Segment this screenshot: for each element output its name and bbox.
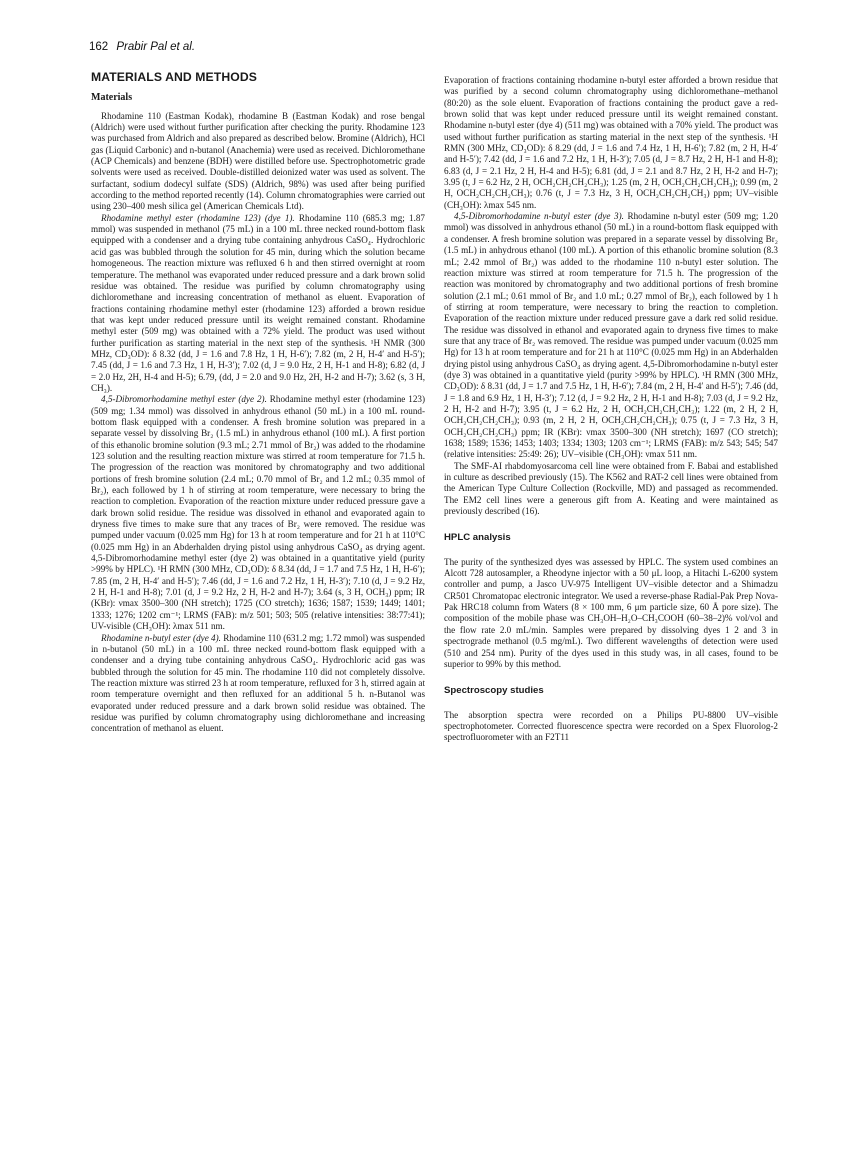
hplc-heading: HPLC analysis <box>444 532 511 544</box>
cell-lines-paragraph: The SMF-AI rhabdomyosarcoma cell line were obtained from F. Babai and established in culture as described previously (15). The K562 and RAT-2 cell lines were obtained from the American Type Culture Collection (Rockville, MD) and passaged as recommended. The EM2 cell lines were a generous gift from A. Keating and were maintained as previously described (16). <box>444 460 778 517</box>
dye4-title: Rhodamine n-butyl ester (dye 4). <box>101 632 221 643</box>
dye1-title: Rhodamine methyl ester (rhodamine 123) (dye 1). <box>101 212 295 223</box>
materials-paragraph: Rhodamine 110 (Eastman Kodak), rhodamine B (Eastman Kodak) and rose bengal (Aldrich) were used without further purification after checking the purity. Rhodamine 123 was purchased from Aldrich and also prepared as described below. Bromine (Aldrich), HCl gas (Liquid Carbonic) and n-butanol (Anachemia) were used as received. Dichloromethane (ACP Chemicals) and benzene (BDH) were distilled before use. Spectrophotometric grade solvents were used as received. Double-distilled deionized water was used as solvent. The surfactant, sodium dodecyl sulfate (SDS) (Aldrich, 98%) was used after being purified according to the method reported recently (14). Column chromatographies were carried out using 230–400 mesh silica gel (American Chemicals Ltd). <box>91 110 425 212</box>
dye2-title: 4,5-Dibromorhodamine methyl ester (dye 2). <box>101 394 267 405</box>
subsection-heading: Materials <box>91 92 133 104</box>
dye2-paragraph <box>91 394 425 632</box>
dye3-paragraph <box>444 211 778 461</box>
running-head <box>89 41 195 53</box>
left-column <box>91 72 425 735</box>
right-column <box>444 75 778 744</box>
hplc-paragraph: The purity of the synthesized dyes was assessed by HPLC. The system used combines an Alcott 728 autosampler, a Rheodyne injector with a 50 μL loop, a Hitachi L-6200 system controller and pump, a Jasco UV-975 Intelligent UV–visible detector and a Shimadzu CR501 Chromatopac electronic integrator. We used a reverse-phase Radial-Pak Prep Nova-Pak HRC18 column from Waters (8 × 100 mm, 6 μm particle size, 60 Å pore size). The composition of the mobile phase was CH₃OH–H₂O–CH₃COOH (60–38–2)% vol/vol and the flow rate 2.0 mL/min. Samples were prepared by dissolving dyes 1 2 and 3 in spectrograde methanol (0.5 mg/mL). Two different wavelengths of detection were used (510 and 254 nm). Purity of the dyes used in this study was, in all cases, found to be superior to 99% by this method. <box>444 556 778 669</box>
dye3-title: 4,5-Dibromorhodamine n-butyl ester (dye 3). <box>454 211 624 222</box>
author-line: Prabir Pal et al. <box>116 41 196 53</box>
dye4-paragraph <box>91 633 425 735</box>
section-heading: MATERIALS AND METHODS <box>91 70 257 84</box>
page-number: 162 <box>89 41 109 53</box>
dye1-paragraph <box>91 213 425 395</box>
dye1-body: Rhodamine 110 (685.3 mg; 1.87 mmol) was suspended in methanol (75 mL) in a 100 mL three necked round-bottom flask equipped with a condenser and a drying tube containing anhydrous CaSO₄. Hydrochloric acid gas was bubbled through the solution for 45 min, during which the solution became homogeneous. The reaction mixture was refluxed 6 h and then stirred overnight at room temperature. The methanol was evaporated under reduced pressure and a dark brown solid residue was obtained. The residue was purified by column chromatography using dichloromethane and increasing concentration of methanol as eluent. Evaporation of fractions containing rhodamine methyl ester (rhodamine 123) afforded a brown residue that was kept under reduced pressure until its weight remained constant. Rhodamine methyl ester (509 mg) was obtained with a 72% yield. The product was used without further purification as starting material in the next step of the synthesis. ¹H NMR (300 MHz, CD₃OD): δ 8.32 (dd, J = 1.6 and 7.8 Hz, 1 H, H-6′); 7.82 (m, 2 H, H-4′ and H-5′); 7.45 (dd, J = 1.6 and 7.3 Hz, 1 H, H-3′); 7.02 (d, J = 9.0 Hz, 2 H, H-1 and H-8); 6.82 (d, J = 2.0 Hz, 2H, H-4 and H-5); 6.79, (dd, J = 2.0 and 9.0 Hz, 2H, H-2 and H-7); 3.62 (s, 3 H, CH₃). <box>91 212 425 393</box>
dye3-body: Rhodamine n-butyl ester (509 mg; 1.20 mmol) was dissolved in anhydrous ethanol (50 mL) in a round-bottom flask equipped with a condenser. A fresh bromine solution was prepared in a separate vessel by dissolving Br₂ (1.5 mL) in anhydrous ethanol (100 mL). A portion of this ethanolic bromine solution (8.3 mL; 2.42 mmol of Br₂) was added to the rhodamine 110 n-butyl ester solution. The reaction mixture was stirred at room temperature for 71.5 h. The progression of the reaction was monitored by chromatography and two additional portions of fresh bromine solution (2.1 mL; 0.61 mmol of Br₂ and 1.0 mL; 0.27 mmol of Br₂), each followed by 1 h of stirring at room temperature, were necessary to bring the reaction to completion. Evaporation of the reaction mixture under reduced pressure gave a dark red solid residue. The residue was dissolved in ethanol and evaporated again to dryness five times to make sure that any trace of Br₂ was removed. The residue was pumped under vacuum (0.025 mm Hg) for 13 h at room temperature and for 21 h at 110°C (0.025 mm Hg) in an Abderhalden drying pistol using anhydrous CaSO₄ as drying agent. 4,5-Dibromorhodamine n-butyl ester (dye 3) was obtained in a quantitative yield (purity >99% by HPLC). ¹H RMN (300 MHz, CD₃OD): δ 8.31 (dd, J = 1.7 and 7.5 Hz, 1 H, H-6′); 7.84 (m, 2 H, H-4′ and H-5′); 7.46 (dd, J = 1.8 and 6.9 Hz, 1 H, H-3′); 7.12 (d, J = 9.2 Hz, 2 H, H-1 and H-8); 7.03 (d, J = 9.2 Hz, 2 H, H-2 and H-7); 3.95 (t, J = 6.2 Hz, 2 H, OCH₂CH₂CH₂CH₃); 1.22 (m, 2 H, 2 H, OCH₂CH₂CH₂CH₃); 0.93 (m, 2 H, 2 H, OCH₂CH₂CH₂CH₃); 0.75 (t, J = 7.3 Hz, 3 H, OCH₂CH₂CH₂CH₃) ppm; IR (KBr): νmax 3500–300 (NH stretch); 1697 (CO stretch); 1638; 1589; 1536; 1453; 1403; 1334; 1303; 1203 cm⁻¹; LRMS (FAB): m/z 543; 545; 547 (relative intensities: 25:49: 26); UV–visible (CH₃OH): νmax 511 nm. <box>444 211 779 460</box>
dye4-body: Rhodamine 110 (631.2 mg; 1.72 mmol) was suspended in n-butanol (50 mL) in a 100 mL three necked round-bottom flask equipped with a condenser and a drying tube containing anhydrous CaSO₄. Hydrochloric acid gas was bubbled through the solution for 45 min. The rhodamine 110 did not completely dissolve. The reaction mixture was stirred 23 h at room temperature, refluxed for 3 h, stirred again at room temperature overnight and then refluxed for an additional 5 h. n-Butanol was evaporated under reduced pressure and a dark brown solid residue was obtained. The residue was purified by column chromatography using dichloromethane and increasing concentration of methanol as eluent. <box>91 632 425 734</box>
dye4-continued-paragraph: Evaporation of fractions containing rhodamine n-butyl ester afforded a brown residue that was purified by a second column chromatography using dichloromethane–methanol (80:20) as the sole eluent. Evaporation of fractions containing the product gave a red-brown solid that was kept under reduced pressure until its weight remained constant. Rhodamine n-butyl ester (dye 4) (511 mg) was obtained with a 70% yield. The product was used without further purification as starting material in the next step of the synthesis. ¹H RMN (300 MHz, CD₃OD): δ 8.29 (dd, J = 1.6 and 7.4 Hz, 1 H, H-6′); 7.82 (m, 2 H, H-4′ and H-5′); 7.42 (dd, J = 1.6 and 7.2 Hz, 1 H, H-3′); 7.05 (d, J = 8.7 Hz, 2 H, H-1 and H-8); 6.83 (d, J = 2.1 Hz, 2 H, H-4 and H-5); 6.81 (dd, J = 2.1 and 8.7 Hz, 2 H, H-2 and H-7); 3.95 (t, J = 6.2 Hz, 2 H, OCH₂CH₂CH₂CH₃); 1.25 (m, 2 H, OCH₂CH₂CH₂CH₃); 0.99 (m, 2 H, OCH₂CH₂CH₂CH₃); 0.76 (t, J = 7.3 Hz, 3 H, OCH₂CH₂CH₂CH₃) ppm; UV–visible (CH₃OH): λmax 545 nm. <box>444 75 778 210</box>
dye2-body: Rhodamine methyl ester (rhodamine 123) (509 mg; 1.34 mmol) was dissolved in anhydrous ethanol (50 mL) in a 100 mL round-bottom flask equipped with a condenser. A fresh bromine solution was prepared in a separate vessel by dissolving Br₂ (1.5 mL) in anhydrous ethanol (100 mL). A first portion of this ethanolic bromine solution (9.3 mL; 2.71 mmol of Br₂) was added to the rhodamine 123 solution and the resulting reaction mixture was stirred at room temperature for 71.5 h. The progression of the reaction was monitored by chromatography and two additional portions of fresh bromine solution (2.4 mL; 0.70 mmol of Br₂ and 1.2 mL; 0.35 mmol of Br₂), each followed by 1 h of stirring at room temperature, were necessary to bring the reaction to completion. Evaporation of the reaction mixture under reduced pressure gave a dark brown solid residue. The residue was dissolved in ethanol and evaporated again to dryness five times to make sure that any traces of Br₂ were removed. The residue was pumped under vacuum (0.025 mm Hg) for 13 h at room temperature and for 21 h at 110°C (0.025 mm Hg) in an Abderhalden drying pistol using anhydrous CaSO₄ as drying agent. 4,5-Dibromorhodamine methyl ester (dye 2) was obtained in a quantitative yield (purity >99% by HPLC). ¹H RMN (300 MHz, CD₃OD): δ 8.34 (dd, J = 1.7 and 7.5 Hz, 1 H, H-6′); 7.85 (m, 2 H, H-4′ and H-5′); 7.46 (dd, J = 1.6 and 7.2 Hz, 1 H, H-3′); 7.10 (d, J = 9.2 Hz, 2 H, H-1 and H-8); 7.01 (d, J = 9.2 Hz, 2 H, H-2 and H-7); 3.64 (s, 3 H, OCH₃) ppm; IR (KBr): νmax 3500–300 (NH stretch); 1725 (CO stretch); 1636; 1587; 1539; 1449; 1401; 1333; 1276; 1202 cm⁻¹; LRMS (FAB): m/z 501; 503; 505 (relative intensities: 38:77:41); UV-visible (CH₃OH): λmax 511 nm. <box>91 394 425 632</box>
spectroscopy-heading: Spectroscopy studies <box>444 685 544 697</box>
spectroscopy-paragraph: The absorption spectra were recorded on a Philips PU-8800 UV–visible spectrophotometer. Corrected fluorescence spectra were recorded on a Spex Fluorolog-2 spectrofluorometer with an F2T11 <box>444 709 778 743</box>
